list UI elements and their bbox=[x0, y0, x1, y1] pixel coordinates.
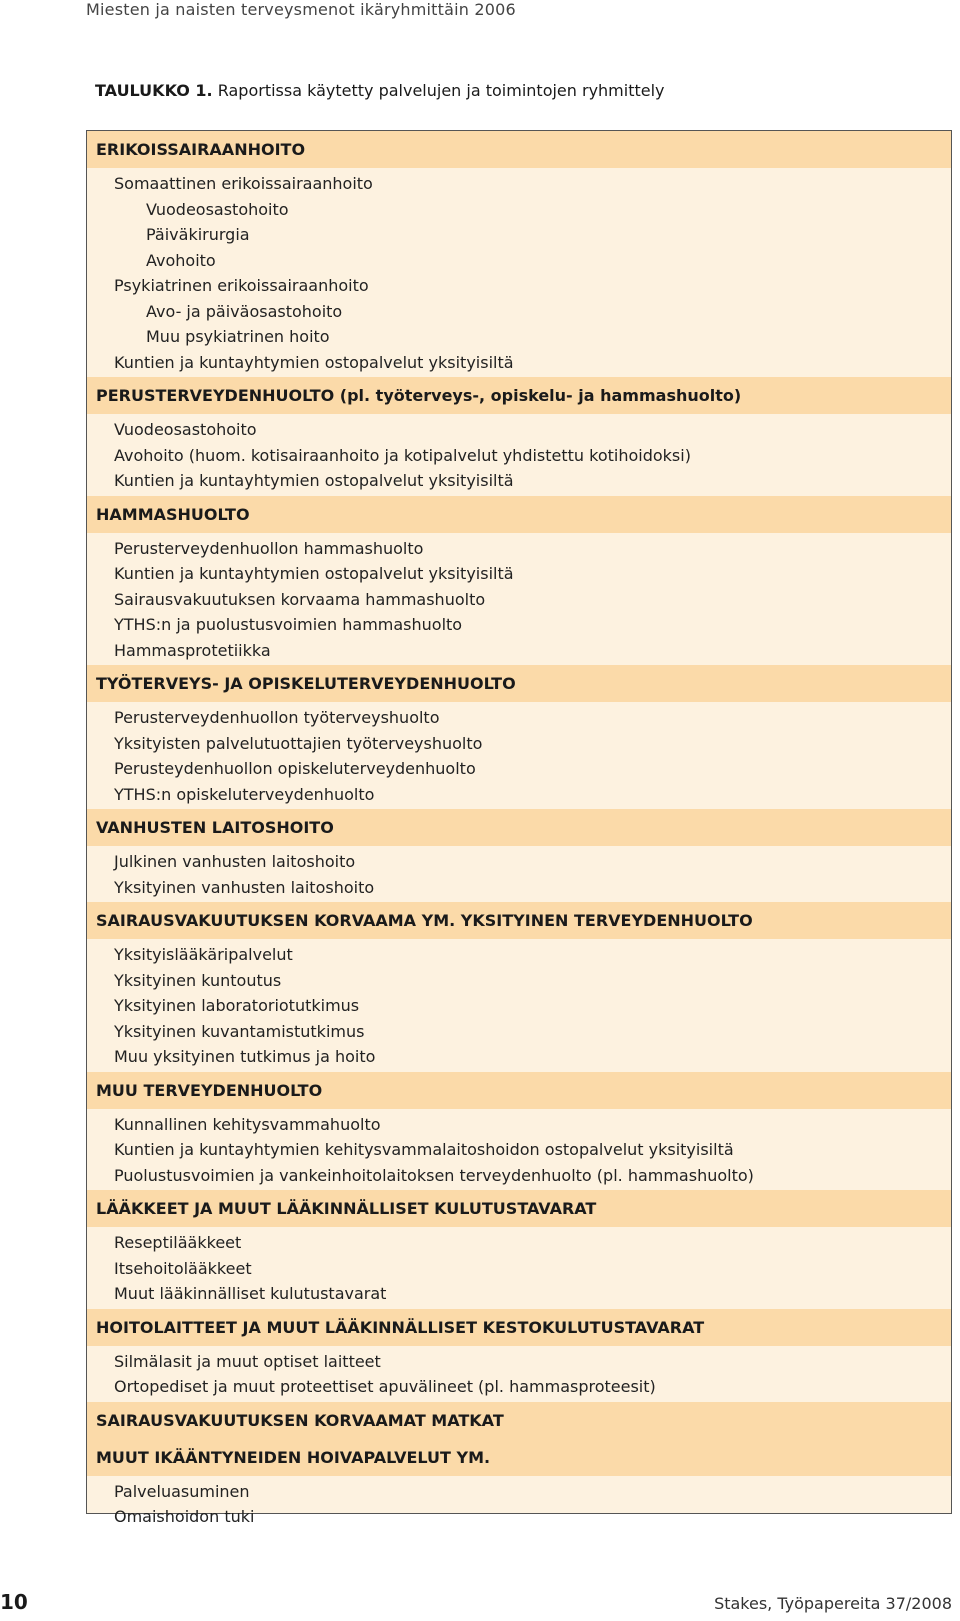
list-item: Päiväkirurgia bbox=[146, 225, 250, 244]
running-head: Miesten ja naisten terveysmenot ikäryhmittäin 2006 bbox=[86, 0, 516, 19]
list-item: Yksityinen kuntoutus bbox=[114, 970, 282, 990]
section-items bbox=[87, 1346, 951, 1402]
section-items bbox=[87, 702, 951, 809]
list-item: Yksityinen laboratoriotutkimus bbox=[114, 996, 360, 1015]
table-caption-text: Raportissa käytetty palvelujen ja toimintojen ryhmittely bbox=[212, 81, 665, 100]
list-item: YTHS:n ja puolustusvoimien hammashuolto bbox=[114, 615, 463, 634]
list-item: Puolustusvoimien ja vankeinhoitolaitoksen terveydenhuolto (pl. hammashuolto) bbox=[114, 1165, 754, 1185]
list-item: Kuntien ja kuntayhtymien kehitysvammalaitoshoidon ostopalvelut yksityisiltä bbox=[114, 1140, 734, 1159]
list-item: Yksityisten palvelutuottajien työterveyshuolto bbox=[114, 733, 483, 753]
list-item: YTHS:n opiskeluterveydenhuolto bbox=[114, 784, 375, 804]
list-item: Julkinen vanhusten laitoshoito bbox=[114, 852, 356, 871]
section-header: SAIRAUSVAKUUTUKSEN KORVAAMA YM. YKSITYINEN TERVEYDENHUOLTO bbox=[87, 902, 951, 939]
list-item: Vuodeosastohoito bbox=[146, 199, 289, 219]
list-item: Palveluasuminen bbox=[114, 1481, 250, 1501]
section-header: MUU TERVEYDENHUOLTO bbox=[87, 1072, 951, 1109]
list-item: Yksityinen kuvantamistutkimus bbox=[114, 1021, 365, 1041]
list-item: Kunnallinen kehitysvammahuolto bbox=[114, 1114, 381, 1134]
section-items bbox=[87, 533, 951, 666]
section-items bbox=[87, 846, 951, 902]
section-items bbox=[87, 1109, 951, 1191]
list-item: Avohoito (huom. kotisairaanhoito ja kotipalvelut yhdistettu kotihoidoksi) bbox=[114, 445, 691, 465]
footer-source: Stakes, Työpapereita 37/2008 bbox=[714, 1594, 952, 1613]
list-item: Hammasprotetiikka bbox=[114, 640, 271, 660]
list-item: Kuntien ja kuntayhtymien ostopalvelut yksityisiltä bbox=[114, 564, 514, 583]
section-items bbox=[87, 414, 951, 496]
list-item: Yksityinen vanhusten laitoshoito bbox=[114, 877, 375, 897]
section-header: ERIKOISSAIRAANHOITO bbox=[87, 131, 951, 168]
list-item: Sairausvakuutuksen korvaama hammashuolto bbox=[114, 589, 486, 609]
list-item: Yksityislääkäripalvelut bbox=[114, 945, 293, 964]
list-item: Avo- ja päiväosastohoito bbox=[146, 301, 343, 321]
list-item: Kuntien ja kuntayhtymien ostopalvelut yksityisiltä bbox=[114, 352, 514, 372]
section-items bbox=[87, 1227, 951, 1309]
list-item: Perusterveydenhuollon hammashuolto bbox=[114, 538, 424, 558]
section-header bbox=[87, 377, 951, 414]
section-header: TYÖTERVEYS- JA OPISKELUTERVEYDENHUOLTO bbox=[87, 665, 951, 702]
list-item: Silmälasit ja muut optiset laitteet bbox=[114, 1351, 381, 1371]
section-header: HAMMASHUOLTO bbox=[87, 496, 951, 533]
list-item: Muu psykiatrinen hoito bbox=[146, 327, 330, 346]
list-item: Ortopediset ja muut proteettiset apuvälineet (pl. hammasproteesit) bbox=[114, 1377, 656, 1396]
list-item: Psykiatrinen erikoissairaanhoito bbox=[114, 276, 369, 295]
section-items bbox=[87, 168, 951, 377]
list-item: Somaattinen erikoissairaanhoito bbox=[114, 174, 373, 193]
section-header-main: PERUSTERVEYDENHUOLTO bbox=[96, 386, 340, 405]
list-item: Itsehoitolääkkeet bbox=[114, 1258, 252, 1278]
page-number: 10 bbox=[0, 1590, 28, 1614]
list-item: Kuntien ja kuntayhtymien ostopalvelut yksityisiltä bbox=[114, 471, 514, 490]
list-item: Perusterveydenhuollon työterveyshuolto bbox=[114, 708, 440, 727]
section-items bbox=[87, 1476, 951, 1532]
list-item: Muu yksityinen tutkimus ja hoito bbox=[114, 1047, 376, 1066]
section-header: LÄÄKKEET JA MUUT LÄÄKINNÄLLISET KULUTUSTAVARAT bbox=[87, 1190, 951, 1227]
list-item: Avohoito bbox=[146, 250, 216, 270]
list-item: Reseptilääkkeet bbox=[114, 1233, 242, 1252]
list-item: Vuodeosastohoito bbox=[114, 420, 257, 439]
section-header: HOITOLAITTEET JA MUUT LÄÄKINNÄLLISET KESTOKULUTUSTAVARAT bbox=[87, 1309, 951, 1346]
table-caption-label: TAULUKKO 1. bbox=[95, 81, 213, 100]
classification-table bbox=[86, 130, 952, 1526]
section-items bbox=[87, 939, 951, 1072]
list-item: Muut lääkinnälliset kulutustavarat bbox=[114, 1284, 387, 1303]
section-header-note: (pl. työterveys-, opiskelu- ja hammashuolto) bbox=[339, 386, 742, 405]
section-header: SAIRAUSVAKUUTUKSEN KORVAAMAT MATKAT bbox=[87, 1402, 951, 1439]
section-header: VANHUSTEN LAITOSHOITO bbox=[87, 809, 951, 846]
table-caption bbox=[95, 81, 665, 100]
list-item: Omaishoidon tuki bbox=[114, 1507, 255, 1526]
list-item: Perusteydenhuollon opiskeluterveydenhuolto bbox=[114, 759, 476, 778]
section-header: MUUT IKÄÄNTYNEIDEN HOIVAPALVELUT YM. bbox=[87, 1439, 951, 1476]
